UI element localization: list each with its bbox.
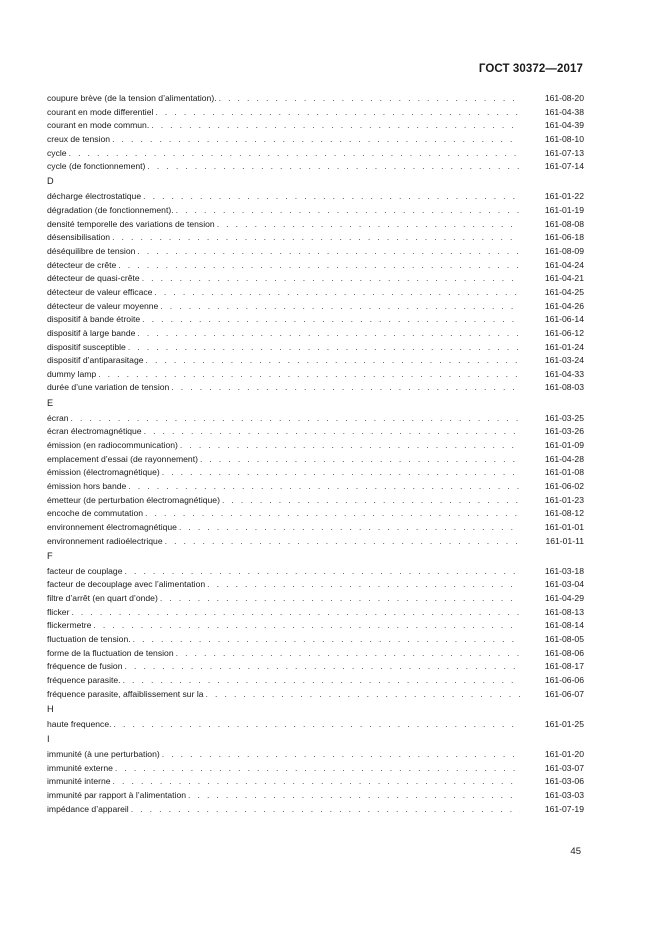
entry-code: 161-04-24 [544,259,584,270]
index-entry [47,218,584,232]
index-entry [47,507,584,521]
entry-code: 161-06-07 [544,688,584,699]
index-entry [47,381,584,395]
entry-term: immunité par rapport à l’alimentation [47,790,186,801]
dot-leader [114,718,520,732]
dot-leader [219,92,520,106]
entry-term: flickermetre [47,620,92,631]
entry-term: dispositif à bande étroite [47,314,141,325]
dot-leader [162,748,520,762]
index-entry [47,775,584,789]
index-entry [47,619,584,633]
dot-leader [113,775,520,789]
entry-code: 161-08-08 [544,218,584,229]
index-entry [47,286,584,300]
entry-term: émission (électromagnétique) [47,467,160,478]
index-entry [47,106,584,120]
entry-code: 161-06-02 [544,480,584,491]
entry-term: désensibilisation [47,232,111,243]
dot-leader [71,412,521,426]
document-id: ГОСТ 30372—2017 [478,63,583,75]
entry-term: dispositif d’antiparasitage [47,355,144,366]
entry-term: dispositif à large bande [47,327,136,338]
entry-term: écran électromagnétique [47,426,142,437]
entry-term: immunité (à une perturbation) [47,749,160,760]
entry-term: déséquilibre de tension [47,246,136,257]
dot-leader [155,106,520,120]
dot-leader [222,494,520,508]
index-entry [47,789,584,803]
dot-leader [123,674,520,688]
index-entry [47,133,584,147]
entry-code: 161-01-25 [544,718,584,729]
entry-code: 161-08-14 [544,620,584,631]
entry-code: 161-04-28 [544,453,584,464]
entry-term: facteur de couplage [47,565,123,576]
entry-code: 161-03-06 [544,776,584,787]
entry-term: immunité externe [47,762,113,773]
index-entry [47,160,584,174]
index-entry [47,119,584,133]
dot-leader [171,381,520,395]
dot-leader [115,762,520,776]
entry-term: creux de tension [47,133,111,144]
section-letter: E [47,397,54,408]
entry-code: 161-03-07 [544,762,584,773]
entry-code: 161-06-06 [544,674,584,685]
index-entry [47,412,584,426]
dot-leader [142,272,520,286]
index-entry [47,204,584,218]
entry-term: immunité interne [47,776,111,787]
entry-term: écran [47,412,69,423]
section-letter: H [47,703,54,714]
entry-code: 161-08-12 [544,508,584,519]
index-entry [47,521,584,535]
index-entry [47,748,584,762]
entry-code: 161-03-26 [544,426,584,437]
entry-code: 161-01-11 [545,535,584,546]
index-entry [47,592,584,606]
entry-term: émission hors bande [47,480,127,491]
entry-term: cycle (de fonctionnement) [47,161,146,172]
entry-term: environnement radioélectrique [47,535,163,546]
entry-code: 161-01-22 [544,191,584,202]
dot-leader [69,147,520,161]
entry-code: 161-01-08 [544,467,584,478]
entry-term: coupure brève (de la tension d’alimentation). [47,93,217,103]
dot-leader [160,592,520,606]
index-entry [47,300,584,314]
index-entry [47,633,584,647]
index-entry [47,245,584,259]
term-index [47,92,584,816]
dot-leader [188,789,520,803]
index-entry [47,688,584,702]
section-letter: F [47,550,53,561]
entry-code: 161-06-18 [544,232,584,243]
entry-term: facteur de decouplage avec l’alimentation [47,579,206,590]
entry-term: courant en mode differentiel [47,106,154,117]
dot-leader [160,300,520,314]
entry-code: 161-07-14 [544,161,584,172]
index-entry [47,762,584,776]
dot-leader [180,439,520,453]
dot-leader [162,466,520,480]
index-entry [47,368,584,382]
index-entry [47,647,584,661]
dot-leader [154,286,520,300]
index-entry [47,313,584,327]
entry-code: 161-03-03 [544,790,584,801]
entry-code: 161-04-38 [544,106,584,117]
entry-term: détecteur de crête [47,259,117,270]
index-entry [47,578,584,592]
dot-leader [217,218,520,232]
entry-code: 161-01-20 [544,749,584,760]
dot-leader [165,535,520,549]
entry-code: 161-04-33 [544,368,584,379]
entry-code: 161-01-09 [544,440,584,451]
entry-code: 161-07-13 [544,147,584,158]
entry-code: 161-03-24 [544,355,584,366]
index-entry [47,674,584,688]
index-entry [47,147,584,161]
dot-leader [207,578,520,592]
index-entry [47,480,584,494]
index-entry [47,439,584,453]
index-entry [47,272,584,286]
entry-code: 161-08-09 [544,246,584,257]
dot-leader [176,204,520,218]
dot-leader [137,245,520,259]
dot-leader [144,425,520,439]
dot-leader [112,231,520,245]
index-entry [47,259,584,273]
entry-term: durée d’une variation de tension [47,382,170,393]
entry-code: 161-08-20 [544,93,584,103]
entry-code: 161-06-14 [544,314,584,325]
entry-term: dispositif susceptible [47,341,126,352]
entry-code: 161-03-18 [544,565,584,576]
entry-code: 161-04-39 [544,120,584,131]
entry-code: 161-04-26 [544,300,584,311]
entry-code: 161-08-03 [544,382,584,393]
entry-term: fréquence parasite, affaiblissement sur la [47,688,204,699]
dot-leader [128,480,520,494]
entry-code: 161-04-25 [544,286,584,297]
dot-leader [151,119,520,133]
index-entry [47,494,584,508]
entry-term: détecteur de valeur moyenne [47,300,159,311]
entry-term: flicker [47,606,70,617]
entry-term: forme de la fluctuation de tension [47,647,174,658]
entry-term: dummy lamp [47,368,97,379]
dot-leader [206,688,520,702]
dot-leader [200,453,520,467]
index-entry [47,190,584,204]
entry-term: dégradation (de fonctionnement). [47,205,174,216]
entry-code: 161-04-29 [544,593,584,604]
dot-leader [137,327,520,341]
entry-code: 161-03-04 [544,579,584,590]
entry-code: 161-07-19 [544,803,584,814]
dot-leader [93,619,520,633]
entry-code: 161-04-21 [544,273,584,284]
entry-code: 161-08-06 [544,647,584,658]
index-entry [47,425,584,439]
dot-leader [142,313,520,327]
dot-leader [71,606,520,620]
index-entry [47,354,584,368]
index-entry [47,718,584,732]
entry-code: 161-03-25 [544,412,584,423]
index-entry [47,231,584,245]
entry-term: émission (en radiocommunication) [47,440,178,451]
dot-leader [147,160,520,174]
entry-code: 161-01-24 [544,341,584,352]
dot-leader [179,521,520,535]
dot-leader [98,368,520,382]
entry-term: emplacement d’essai (de rayonnement) [47,453,198,464]
dot-leader [176,647,520,661]
dot-leader [146,354,521,368]
entry-code: 161-06-12 [544,327,584,338]
entry-code: 161-01-19 [544,205,584,216]
dot-leader [145,507,520,521]
entry-term: environnement électromagnétique [47,521,177,532]
index-entry [47,453,584,467]
entry-term: fréquence parasite. [47,674,121,685]
dot-leader [131,803,520,817]
entry-term: émetteur (de perturbation électromagnétique) [47,494,220,505]
entry-term: encoche de commutation [47,508,144,519]
entry-term: cycle [47,147,67,158]
index-entry [47,466,584,480]
index-entry [47,535,584,549]
entry-term: haute frequence. [47,718,112,729]
index-entry [47,341,584,355]
entry-code: 161-08-17 [544,661,584,672]
entry-term: décharge électrostatique [47,191,142,202]
entry-code: 161-08-13 [544,606,584,617]
dot-leader [128,341,520,355]
index-entry [47,92,584,106]
dot-leader [133,633,520,647]
entry-term: fréquence de fusion [47,661,123,672]
section-letter: D [47,176,54,187]
entry-code: 161-08-05 [544,633,584,644]
page-number: 45 [570,846,581,857]
index-entry [47,327,584,341]
dot-leader [143,190,520,204]
section-letter: I [47,733,50,744]
entry-code: 161-01-23 [544,494,584,505]
entry-term: fluctuation de tension. [47,633,131,644]
dot-leader [125,565,521,579]
entry-code: 161-08-10 [544,133,584,144]
entry-term: densité temporelle des variations de tension [47,218,215,229]
index-entry [47,660,584,674]
entry-term: détecteur de quasi-crête [47,273,140,284]
dot-leader [112,133,520,147]
dot-leader [125,660,521,674]
dot-leader [118,259,520,273]
entry-term: détecteur de valeur efficace [47,286,153,297]
entry-code: 161-01-01 [544,521,584,532]
index-entry [47,606,584,620]
entry-term: impédance d’appareil [47,803,129,814]
index-entry [47,565,584,579]
entry-term: courant en mode commun. [47,120,150,131]
index-entry [47,803,584,817]
entry-term: filtre d’arrêt (en quart d’onde) [47,593,158,604]
